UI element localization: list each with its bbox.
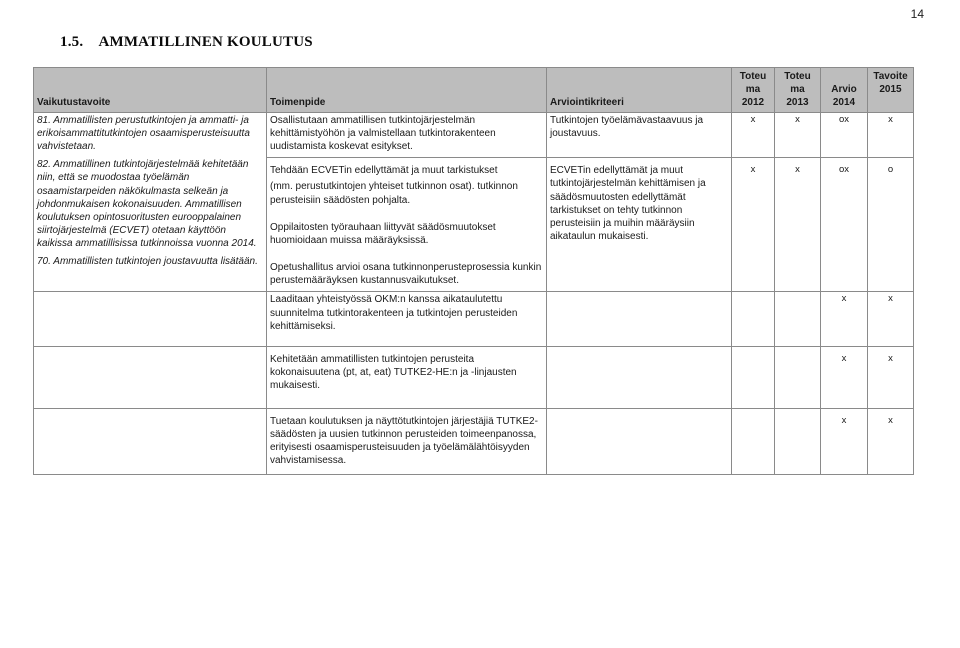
section-heading [60,34,313,51]
goal-70: 70. Ammatillisten tutkintojen joustavuutta lisätään. [37,256,258,268]
criteria-cell [547,408,732,475]
goal-82: 82. Ammatillinen tutkintojärjestelmää kehitetään niin, että se muodostaa työelämän osaamistarpeiden näkökulmasta selkeän ja johdonmukaisen kokonaisuuden. Ammatillisen koulutuksen opintosuoritusten eurooppalainen siirtojärjestelmä (ECVET) otetaan käyttöön kaikissa ammatillisissa tutkinnoissa vuonna 2014. [37,159,257,250]
action-cell: Kehitetään ammatillisten tutkintojen perusteita kokonaisuutena (pt, at, eat) TUTKE2-HE:n ja -linjausten mukaisesti. [267,347,547,409]
mark-2014: x [821,292,868,347]
table-row [34,292,914,347]
action-cell: Tehdään ECVETin edellyttämät ja muut tarkistukset (mm. perustutkintojen yhteiset tutkinnon osat). tutkinnon perusteisiin säädösten pohjalta. Oppilaitosten työrauhaan liittyvät säädösmuutokset huomioidaan muissa määräyksissä. Opetushallitus arvioi osana tutkinnonperusteprosessia kunkin perustemääräyksen kustannusvaikutukset. [267,158,547,292]
mark-2015: x [868,408,914,475]
header-2013: Toteu ma 2013 [775,68,821,113]
criteria-cell: Tutkintojen työelämävastaavuus ja joustavuus. [547,112,732,158]
goal-cell-empty [34,408,267,475]
page-number: 14 [910,7,924,21]
mark-2012: x [732,158,775,292]
action-cell: Osallistutaan ammatillisen tutkintojärjestelmän kehittämistyöhön ja valmistellaan tutkintorakenteen uudistamista koskevat esitykset. [267,112,547,158]
action-cell: Laaditaan yhteistyössä OKM:n kanssa aikataulutettu suunnitelma tutkintorakenteen ja tutkintojen perusteiden kehittämiseksi. [267,292,547,347]
mark-2015: x [868,347,914,409]
table-row [34,112,914,158]
mark-2014: x [821,408,868,475]
header-2015: Tavoite 2015 [868,68,914,113]
table-row [34,347,914,409]
mark-2014: x [821,347,868,409]
goal-cell-empty [34,347,267,409]
mark-2013: x [775,112,821,158]
mark-2012 [732,292,775,347]
mark-2012: x [732,112,775,158]
header-action: Toimenpide [267,68,547,113]
table-row [34,408,914,475]
mark-2015: x [868,292,914,347]
action-cell: Tuetaan koulutuksen ja näyttötutkintojen järjestäjiä TUTKE2-säädösten ja uusien tutkinnon perusteiden toimeenpanossa, erityisesti osaamisperusteisuuden ja työelämälähtöisyyden vahvistamisessa. [267,408,547,475]
header-goal: Vaikutustavoite [34,68,267,113]
header-2014: Arvio 2014 [821,68,868,113]
table-header-row [34,68,914,113]
action-plan-table [33,67,914,475]
goal-cell [34,112,267,292]
section-title: AMMATILLINEN KOULUTUS [98,34,313,50]
mark-2013: x [775,158,821,292]
criteria-cell [547,292,732,347]
mark-2015: o [868,158,914,292]
section-number: 1.5. [60,34,84,50]
mark-2013 [775,408,821,475]
mark-2012 [732,408,775,475]
header-2012: Toteu ma 2012 [732,68,775,113]
header-criteria: Arviointikriteeri [547,68,732,113]
mark-2014: ox [821,158,868,292]
mark-2013 [775,292,821,347]
goal-81: 81. Ammatillisten perustutkintojen ja ammatti- ja erikoisammattitutkintojen osaamisperusteisuutta vahvistetaan. [37,114,250,152]
mark-2013 [775,347,821,409]
mark-2012 [732,347,775,409]
criteria-cell [547,347,732,409]
mark-2014: ox [821,112,868,158]
mark-2015: x [868,112,914,158]
criteria-cell: ECVETin edellyttämät ja muut tutkintojärjestelmän kehittämisen ja säädösmuutosten edellyttämät tarkistukset on tehty tutkinnon perusteisiin ja muihin määräysiin aikataulun mukaisesti. [547,158,732,292]
goal-cell-empty [34,292,267,347]
